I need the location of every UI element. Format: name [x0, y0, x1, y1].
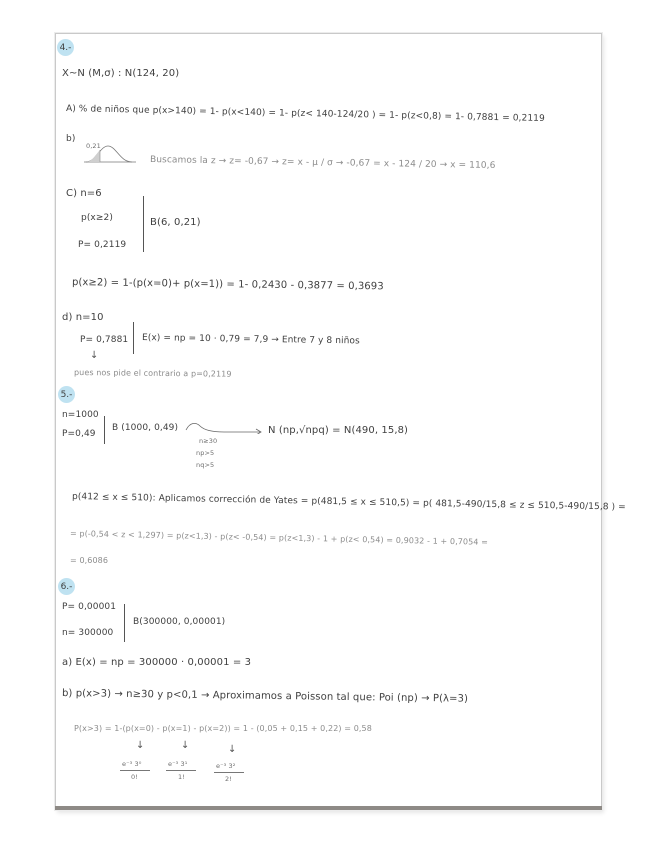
brace: [124, 604, 125, 642]
q4-part-c-px: p(x≥2): [81, 213, 113, 223]
q4-part-c-binom: B(6, 0,21): [150, 217, 201, 228]
down-arrow-icon: ↓: [90, 350, 99, 361]
q5-p: P=0,49: [62, 429, 96, 439]
q5-binom: B (1000, 0,49): [112, 423, 179, 433]
brace: [143, 196, 144, 252]
poisson-term-0-den: 0!: [131, 773, 138, 781]
question-4-badge: 4.-: [57, 39, 74, 56]
q6-binom: B(300000, 0,00001): [133, 617, 226, 627]
q4-part-c-calc: p(x≥2) = 1-(p(x=0)+ p(x=1)) = 1- 0,2430 - 0,3877 = 0,3693: [71, 277, 384, 293]
q6-calc: P(x>3) = 1-(p(x=0) - p(x=1) - p(x=2)) = 1 - (0,05 + 0,15 + 0,22) = 0,58: [74, 724, 372, 733]
brace: [133, 322, 134, 354]
q4-part-d-note: pues nos pide el contrario a p=0,2119: [73, 368, 232, 379]
q5-cond-np: np>5: [196, 449, 215, 457]
q5-line1: p(412 ≤ x ≤ 510): Aplicamos corrección de Yates = p(481,5 ≤ x ≤ 510,5) = p( 481,5-490/15,8 ≤ z ≤ 510,5-490/15,8 ) =: [71, 492, 626, 513]
fraction-bar: [214, 772, 244, 773]
q5-n: n=1000: [62, 410, 99, 420]
q4-part-d-calc: E(x) = np = 10 · 0,79 = 7,9 → Entre 7 y 8 niños: [141, 333, 360, 347]
q4-part-c-n: C) n=6: [66, 188, 102, 199]
q5-line3: = 0,6086: [70, 556, 109, 565]
q6-p: P= 0,00001: [62, 602, 117, 612]
q4-part-d-n: d) n=10: [62, 312, 104, 323]
approx-arrow-icon: [184, 420, 264, 434]
q4-part-b: Buscamos la z → z= -0,67 → z= x - μ / σ → -0,67 = x - 124 / 20 → x = 110,6: [149, 155, 496, 172]
sketch-label: 0,21: [86, 142, 101, 150]
q4-part-a: A) % de niños que p(x>140) = 1- p(x<140) = 1- p(z< 140-124/20 ) = 1- p(z<0,8) = 1- 0,7881 = 0,2119: [65, 104, 545, 125]
fraction-bar: [120, 770, 150, 771]
down-arrow-icon: ↓: [181, 740, 190, 751]
question-5-badge: 5.-: [58, 386, 75, 403]
down-arrow-icon: ↓: [228, 744, 237, 755]
fraction-bar: [166, 770, 196, 771]
q4-part-b-label: b): [66, 134, 76, 144]
q6-n: n= 300000: [62, 628, 114, 638]
question-6-badge: 6.-: [58, 578, 75, 595]
poisson-term-1-num: e⁻³ 3¹: [168, 760, 188, 768]
poisson-term-2-num: e⁻³ 3²: [216, 762, 236, 770]
q4-part-d-p: P= 0,7881: [80, 335, 129, 345]
q5-cond-n: n≥30: [199, 437, 218, 445]
q5-normal: N (np,√npq) = N(490, 15,8): [268, 425, 409, 436]
q4-part-c-p: P= 0,2119: [78, 240, 127, 250]
q6-part-a: a) E(x) = np = 300000 · 0,00001 = 3: [62, 657, 252, 668]
q5-line2: = p(-0,54 < z < 1,297) = p(z<1,3) - p(z< -0,54) = p(z<1,3) - 1 + p(z< 0,54) = 0,9032 - 1 + 0,7054 =: [69, 529, 489, 547]
poisson-term-1-den: 1!: [178, 773, 185, 781]
q5-cond-nq: nq>5: [196, 461, 215, 469]
q4-setup: X~N (M,σ) : N(124, 20): [62, 68, 180, 79]
poisson-term-2-den: 2!: [225, 775, 232, 783]
paper-shadow-edge: [55, 806, 602, 810]
down-arrow-icon: ↓: [136, 740, 145, 751]
q6-part-b: b) p(x>3) → n≥30 y p<0,1 → Aproximamos a Poisson tal que: Poi (np) → P(λ=3): [61, 688, 469, 705]
brace: [104, 416, 105, 444]
poisson-term-0-num: e⁻³ 3⁰: [122, 760, 142, 768]
